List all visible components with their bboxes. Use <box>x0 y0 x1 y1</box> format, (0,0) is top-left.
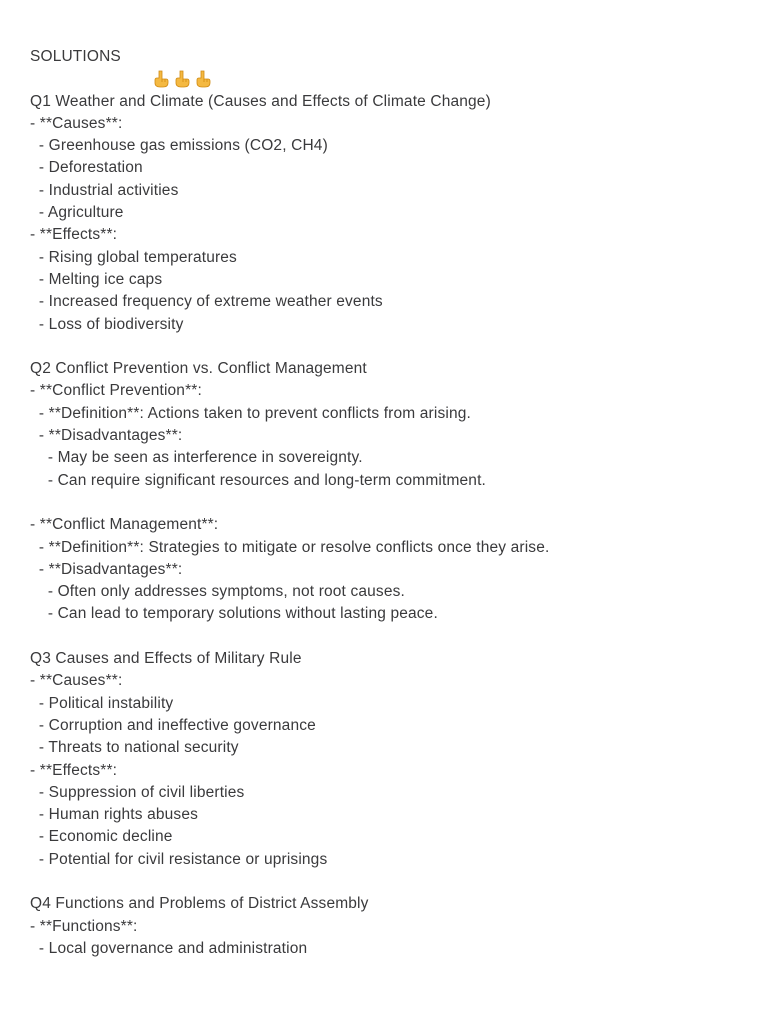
note-line: - Corruption and ineffective governance <box>30 716 316 734</box>
pointing-down-hand-icon <box>168 48 184 66</box>
note-line: - Local governance and administration <box>30 939 308 957</box>
note-line: Q1 Weather and Climate (Causes and Effects of Climate Change) <box>30 92 491 110</box>
pointing-down-hand-icon <box>126 48 142 66</box>
note-line: - Agriculture <box>30 204 124 222</box>
note-line: - Deforestation <box>30 159 143 177</box>
note-line: - **Conflict Prevention**: <box>30 382 202 400</box>
note-line: - Often only addresses symptoms, not root causes. <box>30 583 405 601</box>
note-line: - **Effects**: <box>30 761 118 779</box>
note-line: Q3 Causes and Effects of Military Rule <box>30 650 302 668</box>
note-title-line <box>30 46 750 68</box>
note-line: - Human rights abuses <box>30 806 198 824</box>
note-line: - **Disadvantages**: <box>30 427 183 445</box>
note-line: - Political instability <box>30 694 174 712</box>
note-line: - **Definition**: Strategies to mitigate or resolve conflicts once they arise. <box>30 538 550 556</box>
note-line: Q4 Functions and Problems of District Assembly <box>30 895 369 913</box>
note-line: - **Definition**: Actions taken to prevent conflicts from arising. <box>30 404 471 422</box>
note-line: - Suppression of civil liberties <box>30 783 245 801</box>
blank-line <box>30 871 750 893</box>
note-line: - **Effects**: <box>30 226 118 244</box>
note-line: - Greenhouse gas emissions (CO2, CH4) <box>30 137 328 155</box>
note-line: - Melting ice caps <box>30 270 163 288</box>
note-line: - Increased frequency of extreme weather events <box>30 293 383 311</box>
note-title: SOLUTIONS <box>30 48 121 65</box>
note-line: - Rising global temperatures <box>30 248 237 266</box>
note-line: Q2 Conflict Prevention vs. Conflict Management <box>30 360 367 378</box>
note-line: - **Causes**: <box>30 114 123 132</box>
note-line: - **Functions**: <box>30 917 138 935</box>
blank-line <box>30 626 750 648</box>
pointing-down-hand-icon <box>147 48 163 66</box>
note-line: - Can require significant resources and long-term commitment. <box>30 471 486 489</box>
note-lines <box>30 68 750 960</box>
note-body[interactable] <box>30 46 750 960</box>
note-line: - **Causes**: <box>30 672 123 690</box>
blank-line <box>30 492 750 514</box>
note-line: - Threats to national security <box>30 739 239 757</box>
note-line: - Loss of biodiversity <box>30 315 184 333</box>
note-line: - **Conflict Management**: <box>30 516 219 534</box>
note-line: - Potential for civil resistance or uprisings <box>30 850 328 868</box>
note-line: - Can lead to temporary solutions without lasting peace. <box>30 605 438 623</box>
note-line: - Economic decline <box>30 828 173 846</box>
note-line: - May be seen as interference in sovereignty. <box>30 449 363 467</box>
note-line: - **Disadvantages**: <box>30 560 183 578</box>
note-line: - Industrial activities <box>30 181 179 199</box>
blank-line <box>30 336 750 358</box>
